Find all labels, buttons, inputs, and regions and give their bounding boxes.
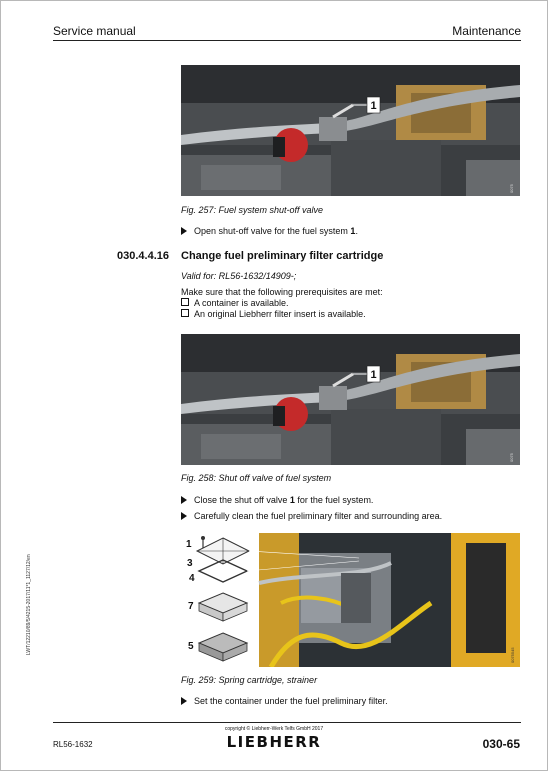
header-title: Service manual xyxy=(53,24,136,38)
header-rule xyxy=(53,40,521,41)
fig259-code: 0075545 xyxy=(510,647,515,663)
step-close-valve: Close the shut off valve 1 for the fuel system. xyxy=(181,495,373,505)
section-title: Change fuel preliminary filter cartridge xyxy=(181,250,384,262)
fig257-callout: 1 xyxy=(370,100,377,112)
fig259-callout: 1 xyxy=(186,539,192,550)
fig257-photo xyxy=(181,65,520,196)
document-side-code: LWT/12210/89/5/4215-2017/11*1_1127/12/en xyxy=(26,554,32,655)
footer-rule xyxy=(53,722,521,723)
footer-copyright: copyright © Liebherr-Werk Telfs GmbH 2017 xyxy=(224,726,324,732)
fig257-code: 0075 xyxy=(509,184,514,193)
prereq-item: An original Liebherr filter insert is available. xyxy=(181,309,366,319)
footer-doc-id: RL56-1632 xyxy=(53,740,93,749)
checkbox-icon xyxy=(181,298,189,306)
fig259-callout: 4 xyxy=(189,573,195,584)
fig258-callout: 1 xyxy=(370,369,377,381)
step-open-valve: Open shut-off valve for the fuel system 1. xyxy=(181,226,358,236)
shutoff-valve-image xyxy=(181,334,520,465)
prereq-intro: Make sure that the following prerequisites are met: xyxy=(181,287,383,297)
valid-for: Valid for: RL56-1632/14909-; xyxy=(181,271,297,281)
bullet-arrow-icon xyxy=(181,512,187,520)
liebherr-logo: LIEBHERR xyxy=(226,733,322,751)
step-clean-filter: Carefully clean the fuel preliminary filter and surrounding area. xyxy=(181,511,442,521)
bullet-arrow-icon xyxy=(181,496,187,504)
fig258-photo xyxy=(181,334,520,465)
fig258-code: 0075 xyxy=(509,453,514,462)
fuel-shutoff-valve-image xyxy=(181,65,520,196)
fig258-caption: Fig. 258: Shut off valve of fuel system xyxy=(181,473,332,483)
section-number: 030.4.4.16 xyxy=(117,250,169,262)
bullet-arrow-icon xyxy=(181,697,187,705)
fig259-callout: 5 xyxy=(188,641,194,652)
page-number: 030-65 xyxy=(482,737,520,751)
prereq-item: A container is available. xyxy=(181,298,289,308)
fig257-caption: Fig. 257: Fuel system shut-off valve xyxy=(181,205,324,215)
checkbox-icon xyxy=(181,309,189,317)
spring-cartridge-strainer-image xyxy=(181,533,520,667)
fig259-callout: 7 xyxy=(188,601,194,612)
step-set-container: Set the container under the fuel preliminary filter. xyxy=(181,696,388,706)
header-section: Maintenance xyxy=(452,24,521,38)
fig259-caption: Fig. 259: Spring cartridge, strainer xyxy=(181,675,318,685)
fig259-callout: 3 xyxy=(187,558,193,569)
fig259-figure xyxy=(181,533,520,667)
bullet-arrow-icon xyxy=(181,227,187,235)
